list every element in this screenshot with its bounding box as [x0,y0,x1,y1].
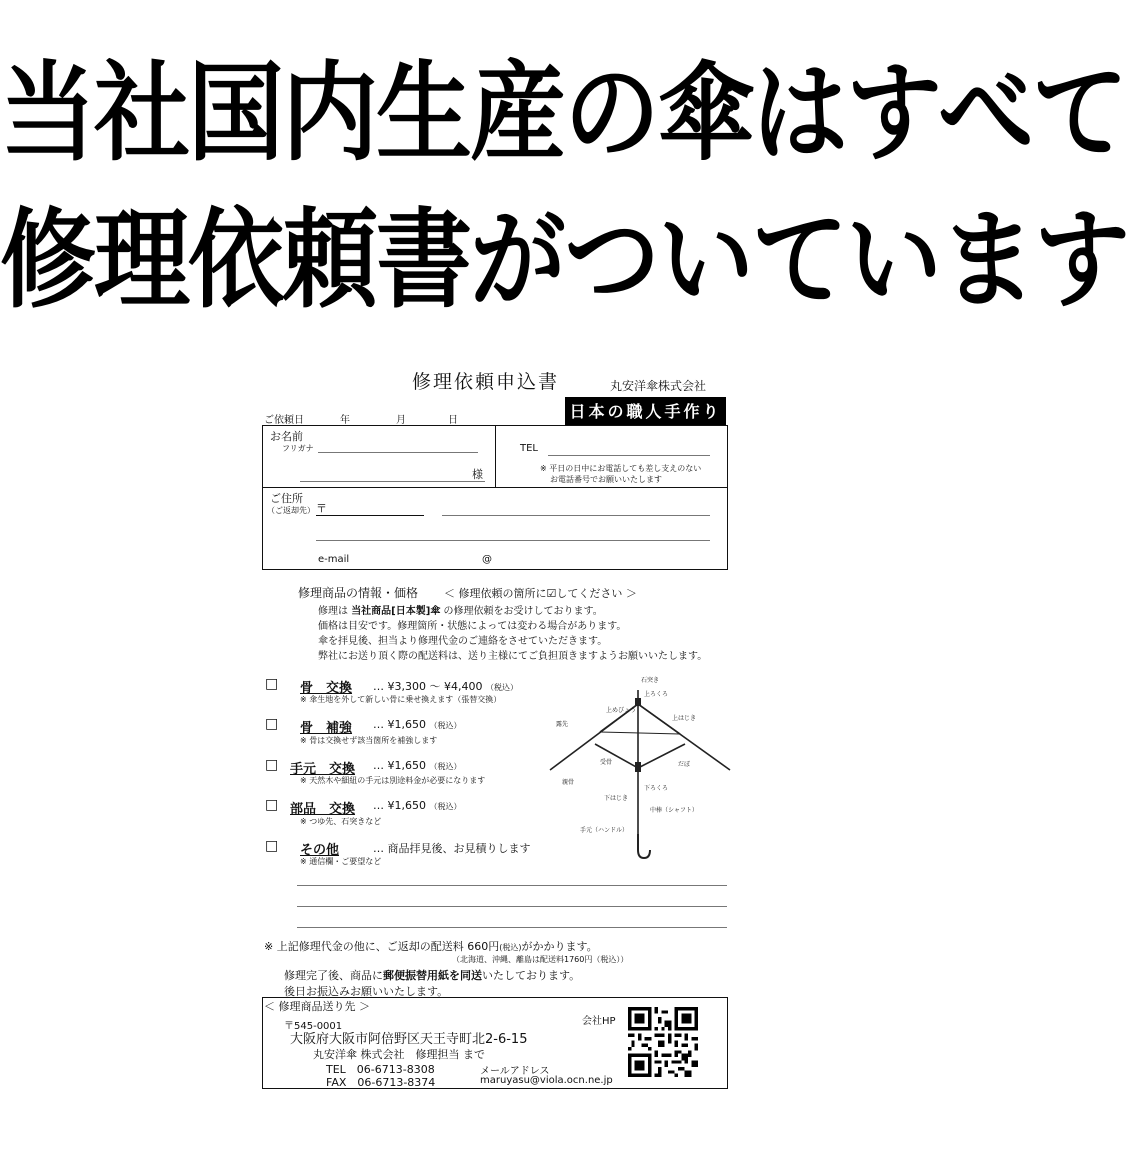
diagram-label-11: 手元（ハンドル） [580,827,629,834]
item-note-handle-replace: ※ 天然木や細紐の手元は別途料金が必要になります [300,776,486,785]
diagram-label-9: 下はじき [604,795,629,802]
sendto-hp-label: 会社HP [582,1016,616,1027]
address-line-2[interactable] [316,540,710,541]
diagram-label-6: だぼ [678,761,691,768]
info-line-1: 修理は 当社商品[日本製]傘 の修理依頼をお受けしております。 [318,606,603,617]
sendto-mail-label: メールアドレス [480,1066,550,1077]
diagram-label-2: 上めびょう [606,707,637,714]
item-label-other: その他 [300,843,340,858]
sendto-tel: TEL 06-6713-8308 [326,1063,435,1076]
headline-line-1: 当社国内生産の傘はすべて [0,50,1127,176]
umbrella-diagram [540,672,740,872]
item-label-handle-replace: 手元 交換 [290,762,356,777]
item-note-other: ※ 通信欄・ご要望など [300,857,382,866]
checkbox-bone-replace[interactable]: □ [265,676,279,692]
diagram-top-notch [635,698,641,706]
item-price-bone-reinforce: … ¥1,650 （税込） [373,718,462,731]
address-sub-label: （ご返却先） [267,506,315,515]
name-label: お名前 [270,430,303,443]
tel-note-2: お電話番号でお願いいたします [550,475,662,484]
checkbox-handle-replace[interactable]: □ [265,757,279,773]
sendto-company: 丸安洋傘 株式会社 修理担当 まで [313,1048,485,1061]
date-day: 日 [448,415,458,426]
sendto-address: 大阪府大阪市阿倍野区天王寺町北2-6-15 [290,1032,528,1047]
address-line-1[interactable] [442,515,710,516]
sendto-mail[interactable]: maruyasu@viola.ocn.ne.jp [480,1075,613,1086]
diagram-label-10: 中棒（シャフト） [650,807,698,814]
name-line[interactable] [300,481,485,482]
item-label-bone-reinforce: 骨 補強 [300,721,353,736]
checkbox-bone-reinforce[interactable]: □ [265,716,279,732]
date-month: 月 [396,415,406,426]
info-heading: 修理商品の情報・価格 [298,586,419,600]
item-price-parts-replace: … ¥1,650 （税込） [373,799,462,812]
postal-line[interactable] [316,515,424,516]
shipping-line-1: ※ 上記修理代金の他に、ご返却の配送料 660円(税込)がかかります。 [264,940,598,953]
comment-line-3[interactable] [297,927,727,928]
sendto-heading: ＜ 修理商品送り先 ＞ [264,1000,370,1013]
address-label: ご住所 [270,492,303,505]
info-heading-note: ＜ 修理依頼の箇所に☑してください ＞ [444,587,637,600]
email-label: e-mail [318,554,350,565]
item-note-bone-reinforce: ※ 骨は交換せず該当箇所を補強します [300,736,438,745]
date-year: 年 [340,415,350,426]
date-label: ご依頼日 [264,415,304,426]
diagram-handle [638,834,650,858]
item-label-bone-replace: 骨 交換 [300,681,353,696]
shipping-line-3: 修理完了後、商品に郵便振替用紙を同送いたしております。 [284,969,581,982]
diagram-label-7: 受骨 [600,759,613,766]
tel-line[interactable] [548,455,710,456]
tel-label: TEL [520,443,538,454]
info-line-4: 弊社にお送り頂く際の配送料は、送り主様にてご負担頂きますようお願いいたします。 [318,651,708,662]
diagram-label-3: 露先 [556,721,569,728]
name-divider [262,487,728,488]
diagram-runner [635,762,641,772]
furigana-line[interactable] [318,452,478,453]
email-at: @ [482,554,492,565]
sama-label: 様 [472,468,483,481]
item-note-bone-replace: ※ 傘生地を外して新しい骨に乗せ換えます（張替交換） [300,695,502,704]
diagram-label-0: 石突き [641,677,660,684]
info-line-3: 傘を拝見後、担当より修理代金のご連絡をさせていただきます。 [318,636,608,647]
headline-line-2: 修理依頼書がついています [0,197,1128,323]
diagram-label-5: 親骨 [562,779,575,786]
qr-code-icon[interactable] [628,1007,698,1077]
info-line-2: 価格は目安です。修理箇所・状態によっては変わる場合があります。 [318,621,627,632]
furigana-label: フリガナ [282,444,314,453]
diagram-label-8: 下ろくろ [644,785,669,792]
checkbox-parts-replace[interactable]: □ [265,797,279,813]
tel-note-1: ※ 平日の日中にお電話しても差し支えのない [540,464,702,473]
item-label-parts-replace: 部品 交換 [290,802,356,817]
item-price-other: … 商品拝見後、お見積りします [373,842,531,855]
name-tel-divider [495,425,496,487]
diagram-canopy-line [600,732,680,734]
comment-line-2[interactable] [297,906,727,907]
item-price-handle-replace: … ¥1,650 （税込） [373,759,462,772]
comment-line-1[interactable] [297,885,727,886]
sendto-fax: FAX 06-6713-8374 [326,1076,436,1089]
company-name: 丸安洋傘株式会社 [610,379,707,393]
handmade-stamp: 日本の職人手作り [565,397,726,426]
shipping-line-2: （北海道、沖縄、離島は配送料1760円（税込）） [452,955,629,964]
form-title: 修理依頼申込書 [412,371,560,393]
item-note-parts-replace: ※ つゆ先、石突きなど [300,817,382,826]
item-price-bone-replace: … ¥3,300 ～ ¥4,400 （税込） [373,680,518,693]
postal-mark: 〒 [316,502,327,515]
diagram-label-4: 上はじき [672,715,697,722]
diagram-label-1: 上ろくろ [644,691,669,698]
checkbox-other[interactable]: □ [265,838,279,854]
shipping-line-4: 後日お振込みお願いいたします。 [284,985,449,998]
sendto-postal: 〒545-0001 [284,1021,343,1032]
